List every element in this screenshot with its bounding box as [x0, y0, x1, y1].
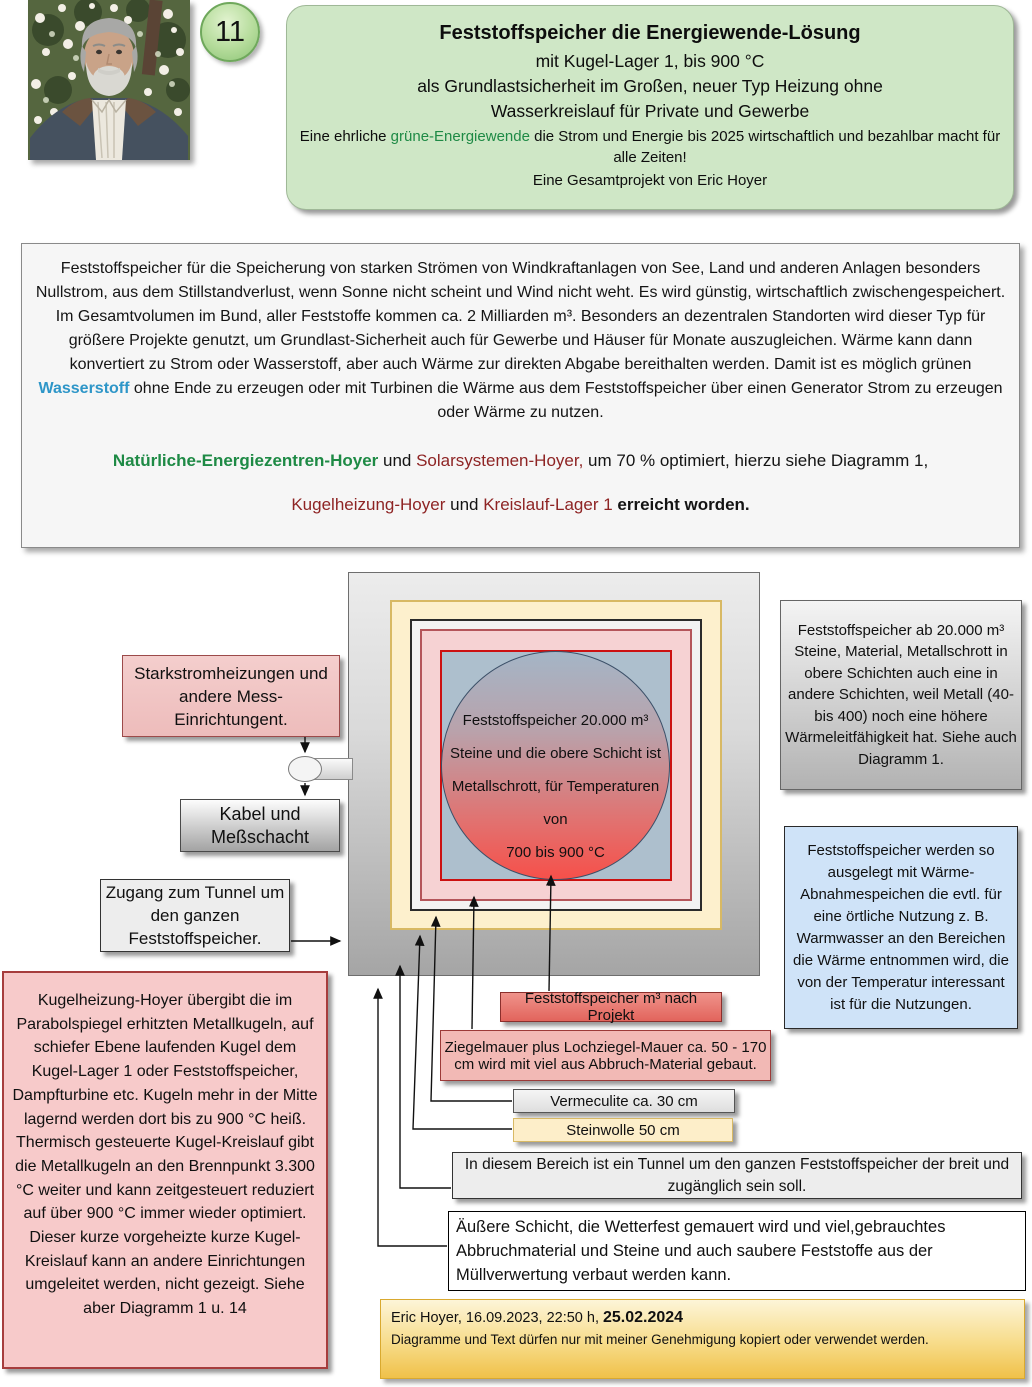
core-line-1: Feststoffspeicher 20.000 m³: [462, 712, 649, 729]
arrow-aussere-to-grayedge: [378, 989, 447, 1246]
green-keyword: grüne-Energiewende: [390, 128, 530, 145]
label-zugang-tunnel: Zugang zum Tunnel um den ganzen Feststoffspeicher.: [100, 879, 290, 952]
label-vermeculite: Vermeculite ca. 30 cm: [513, 1089, 735, 1113]
main-title: Feststoffspeicher die Energiewende-Lösung: [439, 22, 861, 44]
label-waerme-abnahme: Feststoffspeicher werden so ausgelegt mit Wärme-Abnahmespeichen die evtl. für eine örtliche Nutzung z. B. Warmwasser an den Bereichen die Wärme entnommen wird, die von der Temperatur interessant ist für die Nutzungen.: [784, 826, 1018, 1029]
intro-paragraph-3: Kugelheizung-Hoyer und Kreislauf-Lager 1 erreicht worden.: [291, 495, 750, 514]
label-kabel-messschacht: Kabel und Meßschacht: [180, 799, 340, 852]
copyright-box: [380, 1299, 1025, 1379]
core-line-4: 700 bis 900 °C: [506, 844, 605, 861]
author-photo: [28, 0, 190, 160]
subtitle-line2: mit Kugel-Lager 1, bis 900 °C: [535, 51, 765, 71]
label-kugelheizung-hoyer: Kugelheizung-Hoyer übergibt die im Parabolspiegel erhitzten Metallkugeln, auf schiefer Ebene laufenden Kugel dem Kugel-Lager 1 oder Feststoffspeicher, Dampfturbine etc. Kugeln mehr in der Mitte lagernd werden dort bis zu 900 °C heiß. Thermisch gesteuerte Kugel-Kreislauf gibt die Metallkugeln an den Brennpunkt 3.300 °C weiter und kann zeitgesteuert reduziert auf über 900 °C immer wieder optimiert. Dieser kurze vorgeheizte kurze Kugel-Kreislauf kann an andere Einrichtungen umgeleitet werden, nicht gezeigt. Siehe aber Diagramm 1 u. 14: [2, 971, 328, 1369]
label-steinwolle: Steinwolle 50 cm: [513, 1118, 733, 1142]
wasserstoff-keyword: Wasserstoff: [38, 380, 130, 397]
intro-paragraph-1: Feststoffspeicher für die Speicherung von starken Strömen von Windkraftanlagen von See, Land und anderen Anlagen besonders Nullstrom, aus dem Stillstandverlust, wenn Sonne nicht scheint und Wind nicht weht. Es wird günstig, wirtschaftlich zwischengespeichert. Im Gesamtvolumen im Bund, aller Feststoffe kommen ca. 2 Milliarden m³. Besonders an dezentralen Standorten wird dieser Typ für größere Projekte genutzt, um Grundlast-Sicherheit auch für Gewerbe und Häuser für Monate auszugleichen. Wärme kann dann konvertiert zu Strom oder Wasserstoff, aber auch Wärme zur direkten Abgabe bereithalten werden. Damit ist es möglich grünen Wasserstoff ohne Ende zu erzeugen oder mit Turbinen die Wärme aus dem Feststoffspeicher über einen Generator Strom zu erzeugen oder Wärme zu nutzen.: [35, 260, 1006, 421]
intro-text-box: [21, 243, 1020, 548]
subtitle-line4: Wasserkreislauf für Private und Gewerbe: [490, 101, 810, 121]
page-number: 11: [214, 15, 246, 48]
copyright-date: 25.02.2024: [603, 1309, 684, 1326]
label-m3-nach-projekt: Feststoffspeicher m³ nach Projekt: [500, 992, 722, 1022]
label-tunnel-bereich: In diesem Bereich ist ein Tunnel um den ganzen Feststoffspeicher der breit und zugänglich sein soll.: [452, 1152, 1022, 1199]
label-starkstromheizungen: Starkstromheizungen und andere Mess-Einrichtungent.: [122, 655, 340, 737]
page-number-badge: [200, 2, 260, 62]
copyright-line-2: Diagramme und Text dürfen nur mit meiner Genehmigung kopiert oder verwendet werden.: [391, 1332, 929, 1347]
subtitle-line5: Eine ehrliche grüne-Energiewende die Strom und Energie bis 2025 wirtschaftlich und bezahlbar macht für alle Zeiten!: [299, 128, 1001, 166]
core-line-2: Steine und die obere Schicht ist: [450, 745, 661, 762]
storage-core-circle: [441, 651, 670, 880]
intro-paragraph-2: Natürliche-Energiezentren-Hoyer und Solarsystemen-Hoyer, um 70 % optimiert, hierzu siehe Diagramm 1,: [112, 451, 929, 470]
label-speicher-material: Feststoffspeicher ab 20.000 m³ Steine, Material, Metallschrott in obere Schichten auch eine in andere Schichten, weil Metall (40-bis 400) noch eine höhere Wärmeleitfähigkeit hat. Siehe auch Diagramm 1.: [780, 600, 1022, 790]
copyright-line-1: Eric Hoyer, 16.09.2023, 22:50 h, 25.02.2024: [391, 1309, 684, 1326]
label-aussere-schicht: Äußere Schicht, die Wetterfest gemauert wird und viel,gebrauchtes Abbruchmaterial und Steine und auch saubere Feststoffe aus der Müllverwertung verbaut werden kann.: [448, 1211, 1026, 1291]
core-line-3: Metallschrott, für Temperaturen von: [451, 778, 660, 828]
label-ziegelmauer: Ziegelmauer plus Lochziegel-Mauer ca. 50 - 170 cm wird mit viel aus Abbruch-Material gebaut.: [440, 1030, 771, 1081]
title-box: [286, 5, 1014, 210]
subtitle-line3: als Grundlastsicherheit im Großen, neuer Typ Heizung ohne: [417, 76, 883, 96]
shaft-ellipse: [288, 756, 322, 782]
subtitle-line6: Eine Gesamtprojekt von Eric Hoyer: [532, 172, 768, 189]
